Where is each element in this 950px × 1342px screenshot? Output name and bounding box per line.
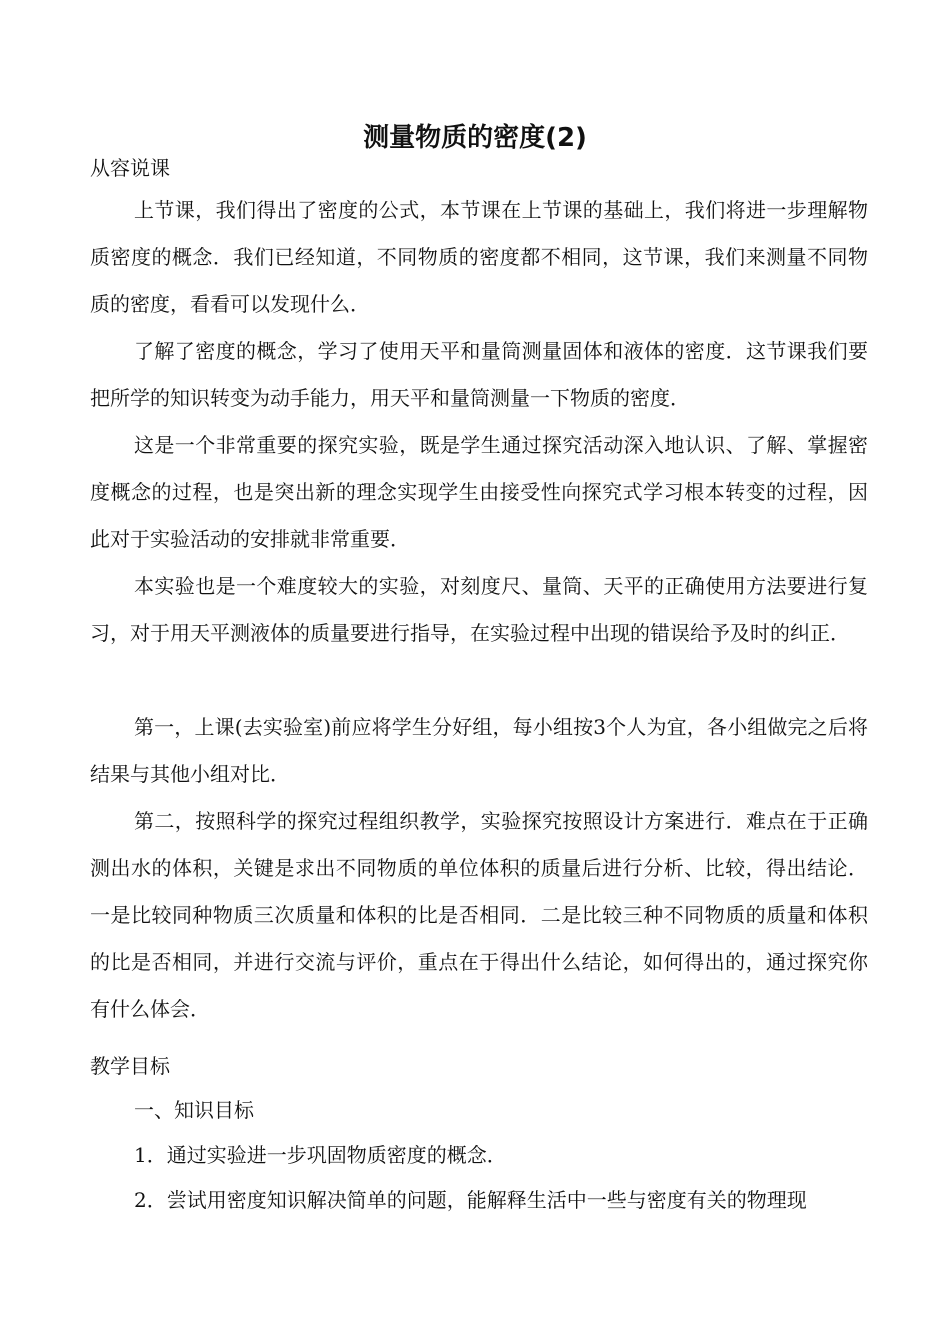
section-heading-lesson-talk: 从容说课 <box>90 156 170 180</box>
paragraph-1: 上节课，我们得出了密度的公式，本节课在上节课的基础上，我们将进一步理解物质密度的概念．我们已经知道，不同物质的密度都不相同，这节课，我们来测量不同物质的密度，看看可以发现什么． <box>90 198 868 316</box>
paragraph-2: 了解了密度的概念，学习了使用天平和量筒测量固体和液体的密度．这节课我们要把所学的知识转变为动手能力，用天平和量筒测量一下物质的密度． <box>90 339 868 410</box>
list-item: 2．尝试用密度知识解决简单的问题，能解释生活中一些与密度有关的物理现 <box>134 1188 807 1212</box>
section-heading-teaching-goals: 教学目标 <box>90 1054 170 1078</box>
paragraph-5: 第一，上课(去实验室)前应将学生分好组，每小组按3个人为宜，各小组做完之后将结果与其他小组对比． <box>90 715 868 786</box>
document-title: 测量物质的密度(2) <box>363 123 587 153</box>
subheading-knowledge-goals: 一、知识目标 <box>134 1098 254 1122</box>
paragraph-4: 本实验也是一个难度较大的实验，对刻度尺、量筒、天平的正确使用方法要进行复习，对于用天平测液体的质量要进行指导，在实验过程中出现的错误给予及时的纠正． <box>90 574 868 645</box>
paragraph-6: 第二，按照科学的探究过程组织教学，实验探究按照设计方案进行．难点在于正确测出水的体积，关键是求出不同物质的单位体积的质量后进行分析、比较，得出结论．一是比较同种物质三次质量和体积的比是否相同．二是比较三种不同物质的质量和体积的比是否相同，并进行交流与评价，重点在于得出什么结论，如何得出的，通过探究你有什么体会． <box>90 809 868 1021</box>
paragraph-3: 这是一个非常重要的探究实验，既是学生通过探究活动深入地认识、了解、掌握密度概念的过程，也是突出新的理念实现学生由接受性向探究式学习根本转变的过程，因此对于实验活动的安排就非常重要． <box>90 433 868 551</box>
list-item: 1．通过实验进一步巩固物质密度的概念． <box>134 1143 507 1167</box>
